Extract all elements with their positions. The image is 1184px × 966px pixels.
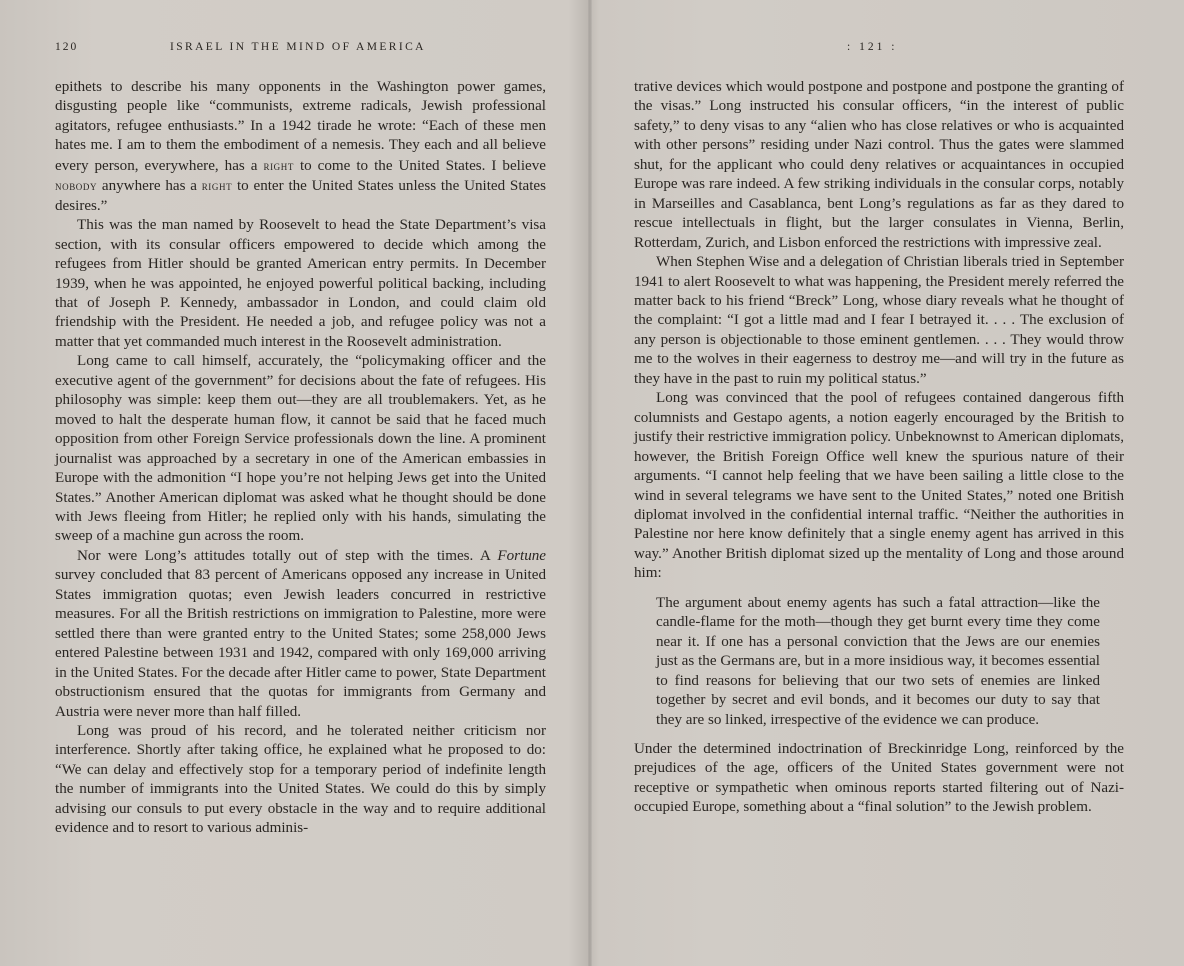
paragraph: This was the man named by Roosevelt to head the State Department’s visa section, with its consular officers empowered to decide which among the refugees from Hitler should be granted American entry permits. In December 1939, when he was appointed, he enjoyed powerful political backing, including that of Joseph P. Kennedy, ambassador in London, and could claim old friendship with the President. He needed a job, and refugee policy was not a matter that yet commanded much interest in the Roosevelt administration. [55,217,546,350]
paragraph: Long was convinced that the pool of refugees contained dangerous fifth columnists and Gestapo agents, a notion eagerly encouraged by the British to justify their restrictive immigration policy. Unbeknownst to American diplomats, however, the British Foreign Office well knew the spurious nature of their arguments. “I cannot help feeling that we have been sailing a little close to the wind in several telegrams we have sent to the United States,” noted one British diplomat involved in the confidential internal traffic. “Neither the authorities in Palestine nor here know definitely that a single enemy agent has arrived in this way.” Another British diplomat sized up the mentality of Long and those around him: [634,390,1124,582]
left-page [0,0,590,966]
paragraph: Under the determined indoctrination of Breckinridge Long, reinforced by the prejudices of the age, officers of the United States government were not receptive or sympathetic when ominous reports started filtering out of Nazi-occupied Europe, something about a “final solution” to the Jewish problem. [634,740,1124,816]
paragraph: epithets to describe his many opponents in the Washington power games, disgusting people like “communists, extreme radicals, Jewish professional agitators, refugee enthusiasts.” In a 1942 tirade he wrote: “Each of these men hates me. I am to them the embodiment of a nemesis. They each and all believe every person, everywhere, has a right to come to the United States. I believe nobody anywhere has a right to enter the United States unless the United States desires.” [55,79,546,214]
right-page [592,0,1184,966]
paragraph: Nor were Long’s attitudes totally out of step with the times. A Fortune survey concluded that 83 percent of Americans opposed any increase in United States immigration quotas; even Jewish leaders concurred in restrictive measures. For all the British restrictions on immigration to Palestine, more were settled there than were granted entry to the United States; some 258,000 Jews entered Palestine between 1931 and 1942, compared with only 169,000 arriving in the United States. For the decade after Hitler came to power, State Department obstructionism ensured that the quotas for immigrants from Germany and Austria were never more than half filled. [55,547,546,720]
paragraph: Long came to call himself, accurately, the “policymaking officer and the executive agent of the government” for decisions about the fate of refugees. His philosophy was simple: keep them out—they are all troublemakers. Yet, as he moved to halt the desperate human flow, it cannot be said that he faced much opposition from other Foreign Service professionals down the line. A prominent journalist was approached by a secretary in one of the American embassies in Europe with the admonition “I hope you’re not helping Jews get into the United States.” Another American diplomat was asked what he thought should be done with Jews fleeing from Hitler; he replied only with his hands, simulating the sweep of a machine gun across the room. [55,353,546,545]
paragraph: When Stephen Wise and a delegation of Christian liberals tried in September 1941 to alert Roosevelt to what was happening, the President merely referred the matter back to his friend “Breck” Long, whose diary reveals what he thought of the complaint: “I got a little mad and I fear I betrayed it. . . . The exclusion of any person is objectionable to those eminent gentlemen. . . . They would throw me to the wolves in their eagerness to destroy me—and will try in the future as they have in the past to ruin my political status.” [634,254,1124,387]
left-page-body [55,78,546,839]
paragraph: Long was proud of his record, and he tolerated neither criticism nor interference. Shortly after taking office, he explained what he proposed to do: “We can delay and effectively stop for a temporary period of indefinite length the number of immigrants into the United States. We could do this by simply advising our consuls to put every obstacle in the way and to require additional evidence and to resort to various adminis- [55,722,546,837]
right-page-body [634,78,1124,818]
left-page-number: 120 [55,41,79,53]
running-head: ISRAEL IN THE MIND OF AMERICA [170,41,426,53]
block-quote: The argument about enemy agents has such a fatal attraction—like the candle-flame for the moth—though they get burnt every time they come near it. If one has a personal conviction that the Jews are our enemies just as the Germans are, but in a more insidious way, it becomes essential to find reasons for believing that our two sets of enemies are linked together by secret and evil bonds, and it becomes our duty to say that they are so linked, irrespective of the evidence we can produce. [656,594,1100,728]
right-page-number: : 121 : [847,41,898,53]
paragraph: trative devices which would postpone and postpone and postpone the granting of the visas.” Long instructed his consular officers, “in the interest of public safety,” to deny visas to any “alien who has close relatives or who is acquainted with other persons” residing under Nazi control. Thus the gates were slammed shut, for the applicant who could deny relatives or acquaintances in occupied Europe was rare indeed. A few striking individuals in the consular corps, notably in Marseilles and Casablanca, bent Long’s regulations as far as they dared to rescue intellectuals in flight, but the larger consulates in Vienna, Berlin, Rotterdam, Zurich, and Lisbon enforced the restrictions with impressive zeal. [634,79,1124,251]
